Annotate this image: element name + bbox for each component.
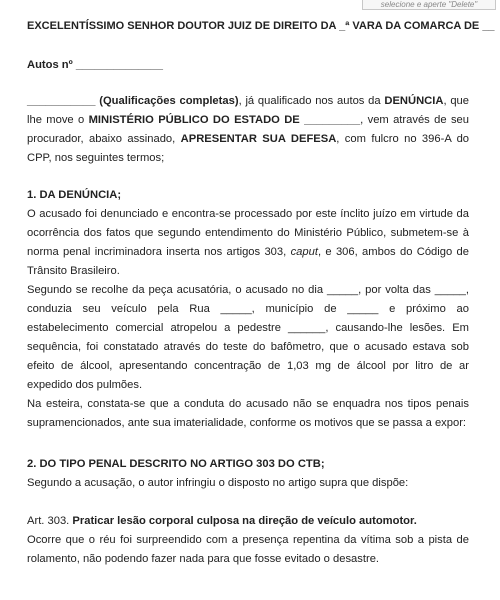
intro-text-3: , vem através de seu procurador, abaixo assinado,	[27, 114, 469, 145]
ministerio-publico: MINISTÉRIO PÚBLICO DO ESTADO DE	[88, 114, 300, 126]
delete-hint: selecione e aperte "Delete"	[362, 0, 496, 10]
apresentar-defesa: APRESENTAR SUA DEFESA	[180, 133, 337, 145]
state-blank: _________	[299, 114, 361, 126]
section2-paragraph-1: Segundo a acusação, o autor infringiu o disposto no artigo supra que dispõe:	[27, 477, 409, 489]
section1-p1-text-b: , e 306, ambos do Código de Trânsito Brasileiro.	[27, 246, 469, 277]
document-title: EXCELENTÍSSIMO SENHOR DOUTOR JUIZ DE DIREITO DA _ª VARA DA COMARCA DE __	[27, 20, 495, 32]
section1-p1-text-a: O acusado foi denunciado e encontra-se processado por este ínclito juízo em virtude da ocorrência dos fatos que segundo entendimento do Ministério Público, submetem-se à norma penal incriminadora inserta nos artigos 303,	[27, 208, 469, 258]
intro-text-4: , com fulcro no 396-A do CPP, nos seguintes termos;	[27, 133, 470, 164]
section2-paragraph-2: Ocorre que o réu foi surpreendido com a presença repentina da vítima sob a pista de rolamento, não podendo fazer nada para que fosse evitado o desastre.	[27, 534, 469, 565]
autos-number: Autos nº ______________	[27, 59, 163, 71]
intro-text-1: , já qualificado nos autos da	[238, 95, 385, 107]
section2-heading: 2. DO TIPO PENAL DESCRITO NO ARTIGO 303 DO CTB;	[27, 458, 325, 470]
intro-text-2: , que lhe move o	[27, 95, 469, 126]
article-number: Art. 303.	[27, 515, 73, 527]
section1-paragraph-1	[27, 205, 469, 281]
name-blank: ___________	[27, 95, 96, 107]
article-303	[27, 512, 469, 531]
denuncia-word: DENÚNCIA	[384, 95, 444, 107]
section1-paragraph-3: Na esteira, constata-se que a conduta do acusado não se enquadra nos tipos penais supramencionados, ante sua imaterialidade, conforme os motivos que se passa a expor:	[27, 398, 469, 429]
qualificacoes-label: (Qualificações completas)	[95, 95, 239, 107]
article-text: Praticar lesão corporal culposa na direção de veículo automotor.	[72, 515, 417, 527]
section1-heading: 1. DA DENÚNCIA;	[27, 189, 122, 201]
intro-paragraph	[27, 92, 469, 168]
section1-paragraph-2: Segundo se recolhe da peça acusatória, o acusado no dia _____, por volta das _____, conduzia seu veículo pela Rua _____, município de _____ e próximo ao estabelecimento comercial atropelou a pedestre ______, causando-lhe lesões. Em sequência, foi constatado através do teste do bafômetro, que o acusado estava sob efeito de álcool, apresentando concentração de 1,03 mg de álcool por litro de ar expedido dos pulmões.	[27, 284, 469, 391]
caput-word: caput	[290, 246, 318, 258]
